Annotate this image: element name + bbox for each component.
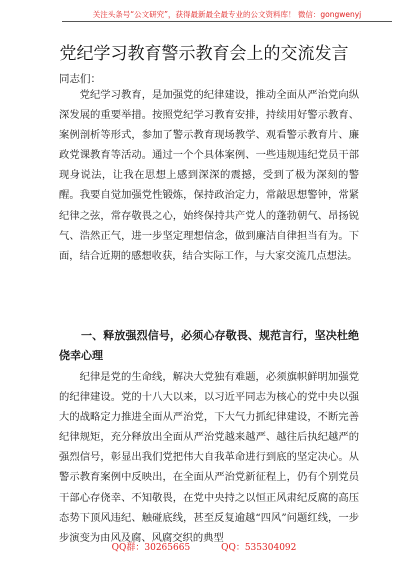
footer-contact (0, 540, 408, 553)
salutation: 同志们： (59, 73, 101, 85)
section-heading-1: 一、释放强烈信号，必须心存敬畏、规范言行，坚决杜绝侥幸心理 (59, 329, 359, 362)
footer-qq: QQ：535304092 (221, 543, 297, 553)
footer-qq-group: QQ群：30265665 (111, 543, 191, 553)
paragraph-intro: 党纪学习教育，是加强党的纪律建设，推动全面从严治党向纵深发展的重要举措。按照党纪学习教育安排，持续用好警示教育、案例剖析等形式，参加了警示教育现场教学、观看警示教育片、廉政党课教育等活动。通过一个个具体案例、一些违规违纪党员干部现身说法，让我在思想上感到深深的震撼，受到了极为深刻的警醒。我要自觉加强党性锻炼，保持政治定力，常敲思想警钟，常紧纪律之弦，常存敬畏之心，始终保持共产党人的蓬勃朝气、昂扬锐气、浩然正气，进一步坚定理想信念，做到廉洁自律担当有为。下面，结合近期的感想收获，结合实际工作，与大家交流几点想法。 (59, 89, 359, 262)
header-promo-note: 关注头条号“公文研究”，获得最新最全最专业的公文资料库！ 微信：gongwenyj (62, 9, 392, 22)
paragraph-section-1: 纪律是党的生命线，解决大党独有难题，必须旗帜鲜明加强党的纪律建设。党的十八大以来，以习近平同志为核心的党中央以强大的战略定力推进全面从严治党，下大气力抓纪律建设，不断完善纪律规矩，充分释放出全面从严治党越来越严、越往后执纪越严的强烈信号，彰显出我们党把伟大自我革命进行到底的坚定决心。从警示教育案例中反映出，在全面从严治党新征程上，仍有个别党员干部心存侥幸、不知敬畏，在党中央持之以恒正风肃纪反腐的高压态势下顶风违纪、触碰底线，甚至反复逾越“四风”问题红线，一步步演变为由风及腐、风腐交织的典型 (59, 371, 359, 544)
page-title: 党纪学习教育警示教育会上的交流发言 (59, 44, 349, 64)
